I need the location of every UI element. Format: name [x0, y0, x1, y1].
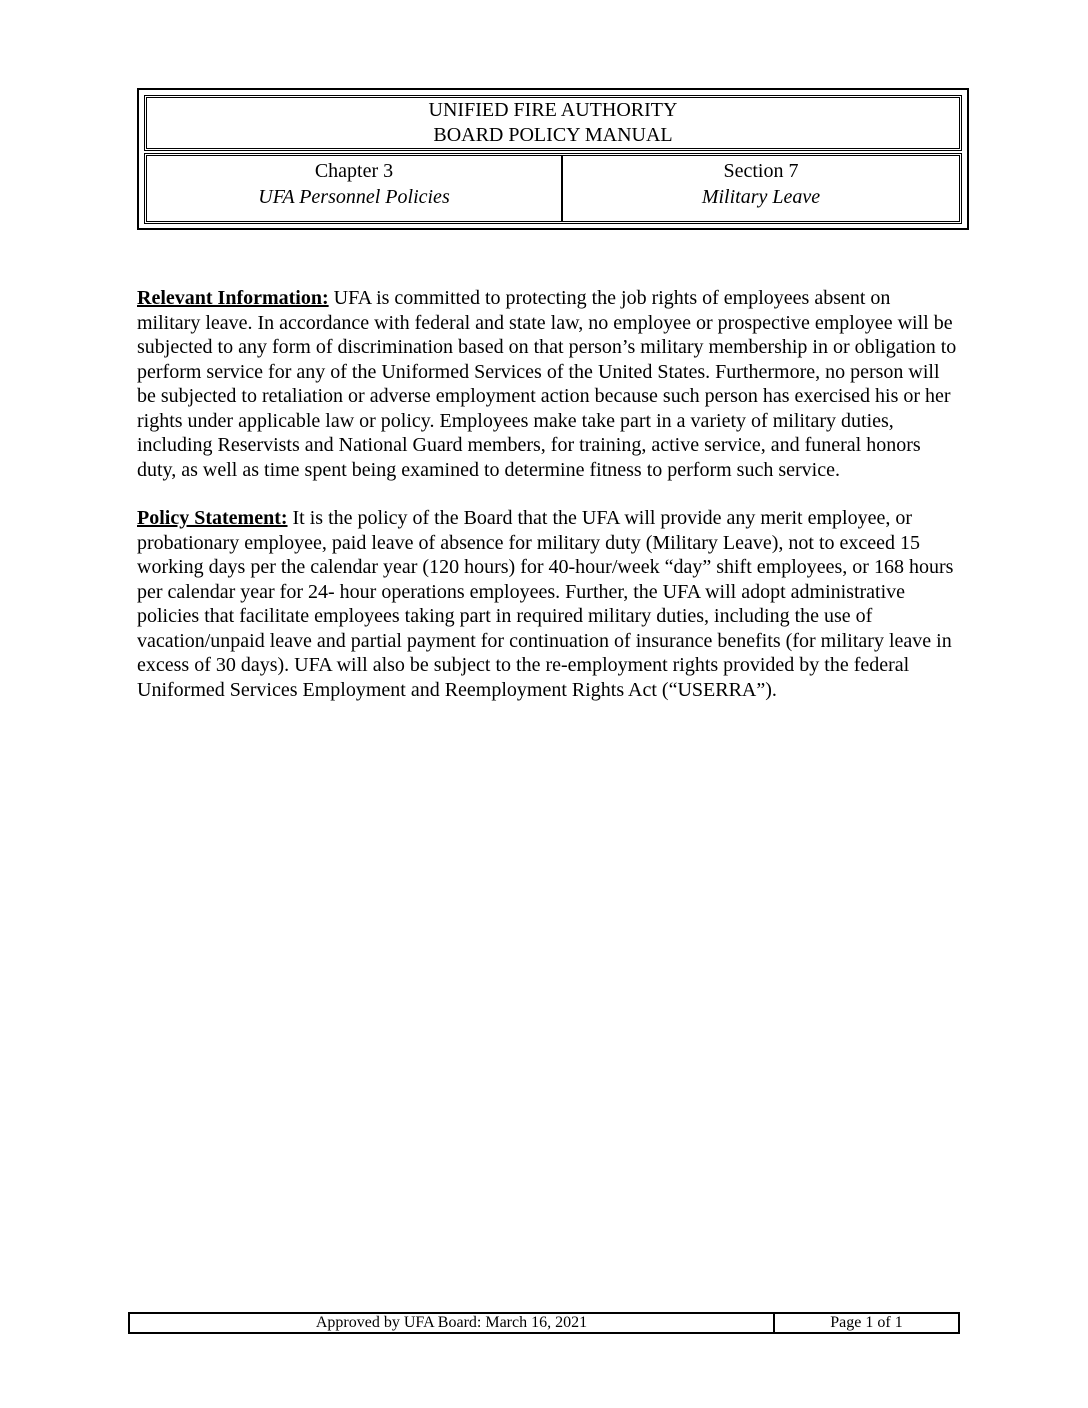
header-chapter-section-row	[146, 155, 960, 222]
header-title-block	[146, 97, 960, 149]
chapter-number: Chapter 3	[314, 160, 394, 182]
section-number: Section 7	[723, 160, 799, 182]
policy-body	[137, 286, 957, 726]
policy-footer	[128, 1312, 960, 1334]
policy-statement-text: It is the policy of the Board that the UFA will provide any merit employee, or probationary employee, paid leave of absence for military duty (Military Leave), not to exceed 15 working days per the calendar year (120 hours) for 40-hour/week “day” shift employees, or 168 hours per calendar year for 24- hour operations employees. Further, the UFA will adopt administrative policies that facilitate employees taking part in required military duties, including the use of vacation/unpaid leave and partial payment for continuation of insurance benefits (for military leave in excess of 30 days). UFA will also be subject to the re-employment rights provided by the federal Uniformed Services Employment and Reemployment Rights Act (“USERRA”).	[137, 507, 954, 701]
manual-title: BOARD POLICY MANUAL	[433, 124, 673, 146]
chapter-title: UFA Personnel Policies	[258, 186, 450, 208]
relevant-information-paragraph	[137, 286, 957, 482]
policy-header-table	[137, 88, 969, 230]
policy-statement-paragraph	[137, 506, 957, 702]
section-title: Military Leave	[701, 186, 821, 208]
policy-statement-label: Policy Statement:	[137, 507, 288, 529]
section-cell	[563, 156, 959, 221]
relevant-information-label: Relevant Information:	[137, 287, 329, 309]
organization-name: UNIFIED FIRE AUTHORITY	[428, 99, 678, 121]
page-number: Page 1 of 1	[830, 1314, 903, 1331]
approval-date: Approved by UFA Board: March 16, 2021	[130, 1314, 775, 1332]
relevant-information-text: UFA is committed to protecting the job rights of employees absent on military leave. In accordance with federal and state law, no employee or prospective employee will be subjected to any form of discrimination based on that person’s military membership in or obligation to perform service for any of the Uniformed Services of the United States. Furthermore, no person will be subjected to retaliation or adverse employment action because such person has exercised his or her rights under applicable law or policy. Employees make take part in a variety of military duties, including Reservists and National Guard members, for training, active service, and funeral honors duty, as well as time spent being examined to determine fitness to perform such service.	[137, 287, 957, 481]
chapter-cell	[147, 156, 563, 221]
